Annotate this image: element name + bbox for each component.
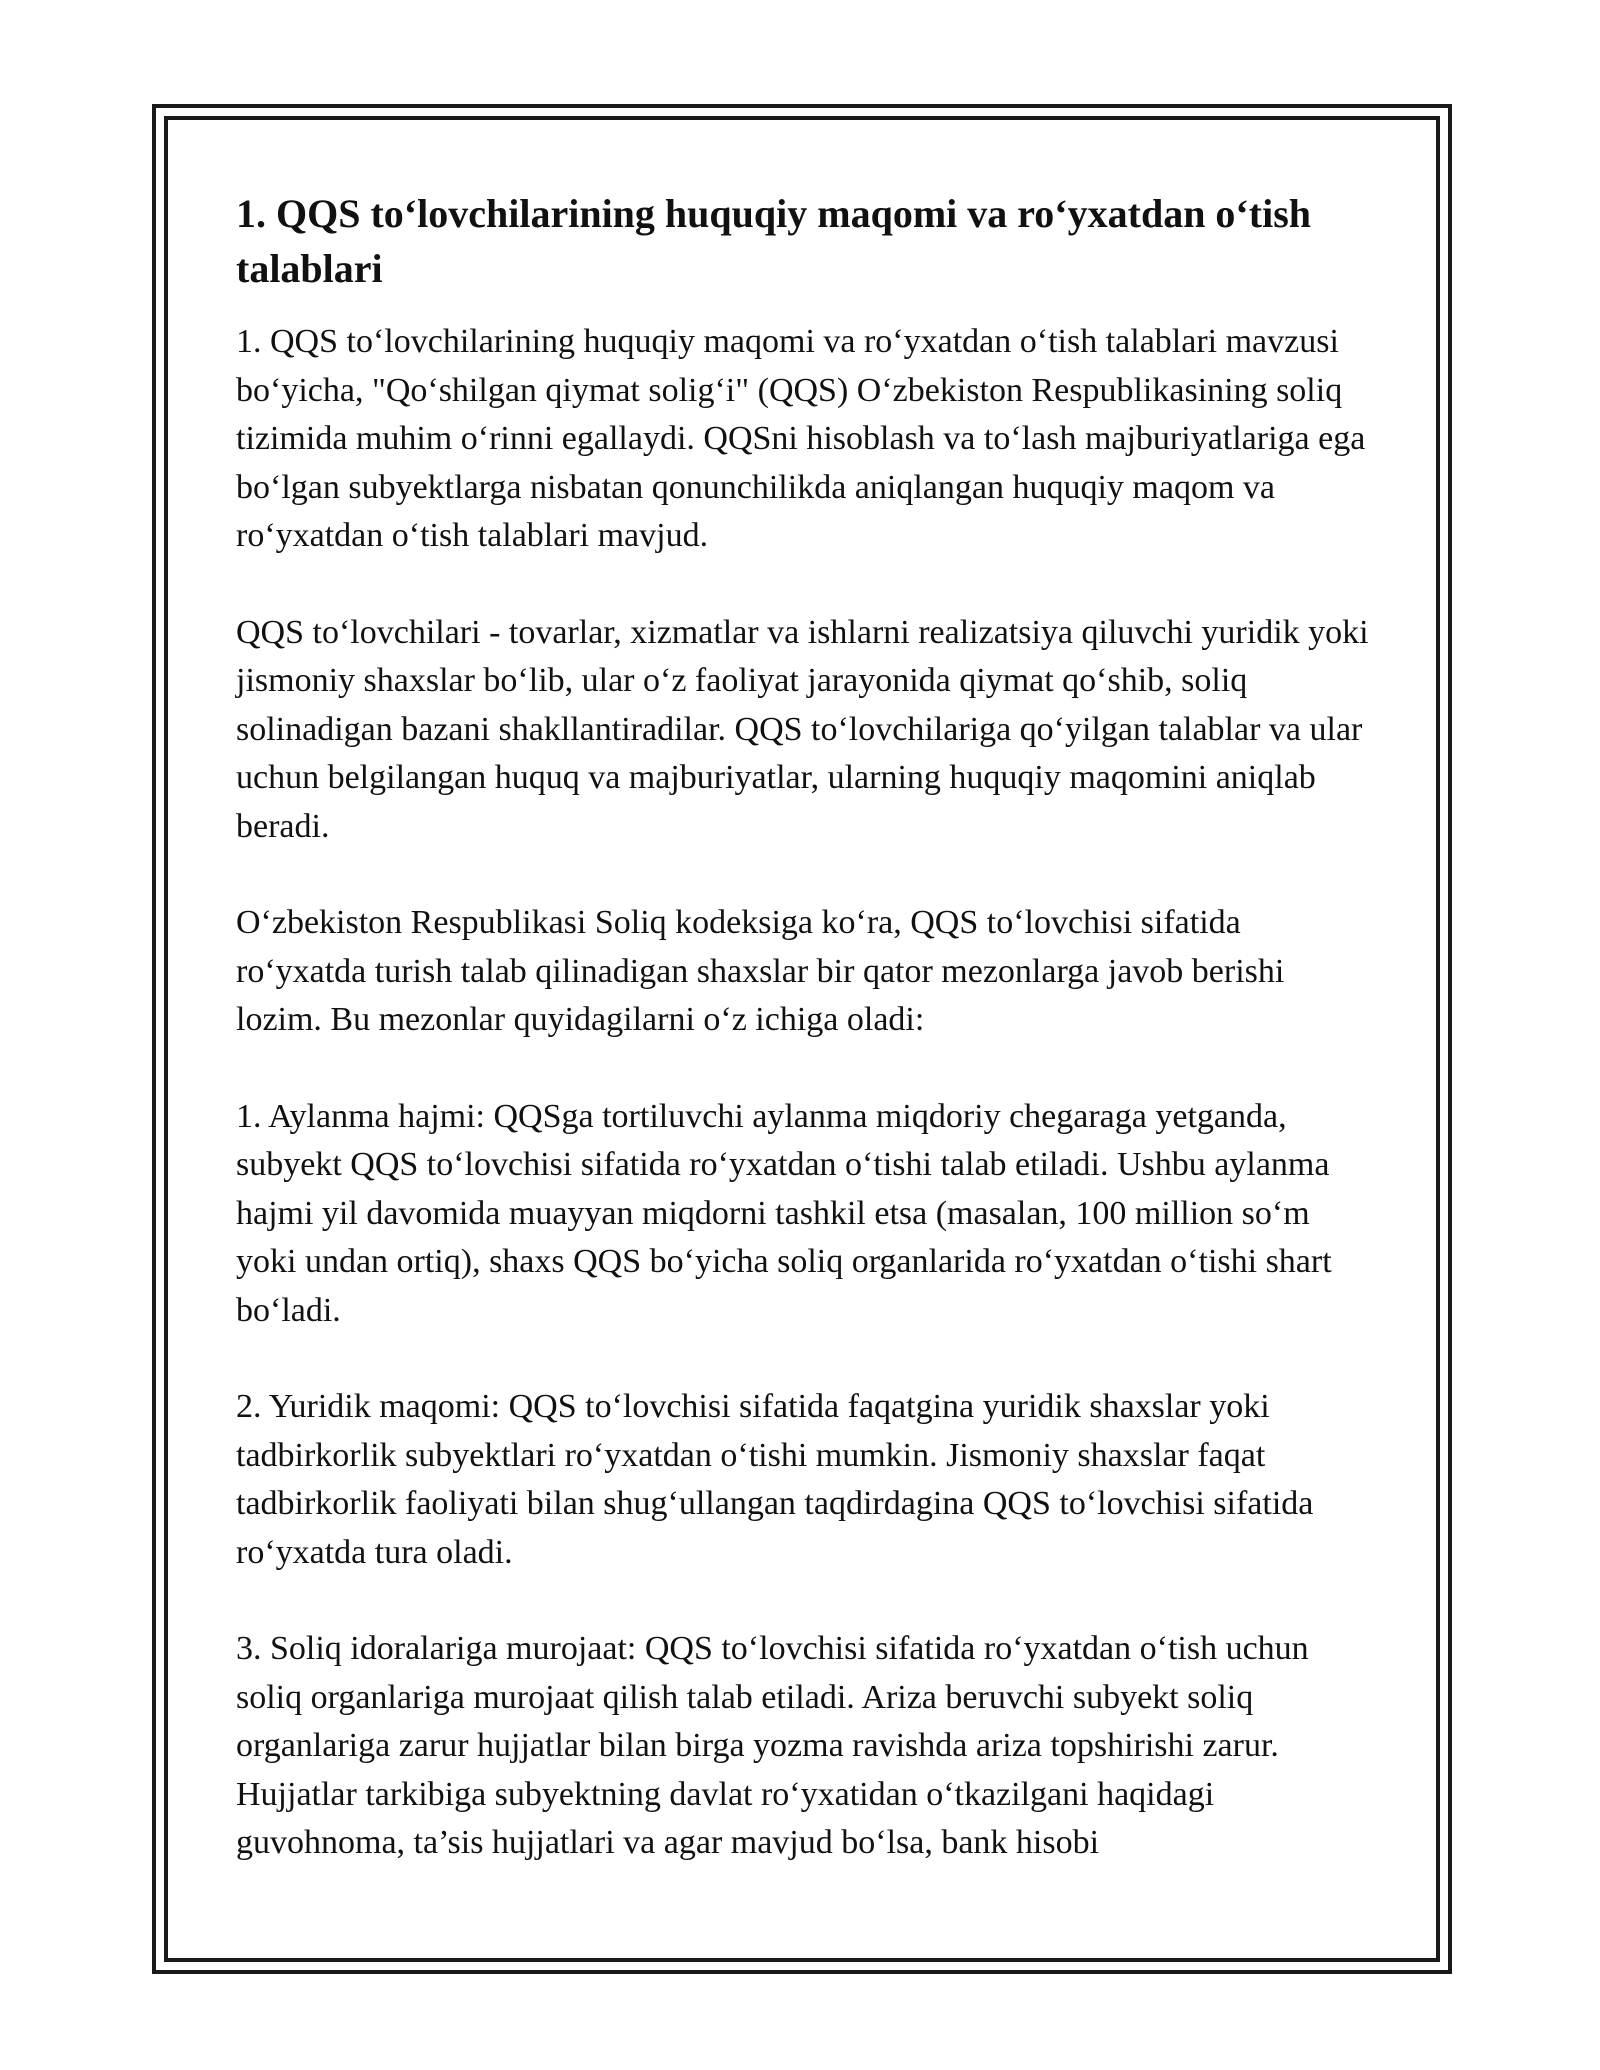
paragraph-intro: 1. QQS to‘lovchilarining huquqiy maqomi va ro‘yxatdan o‘tish talablari mavzusi bo‘yicha, "Qo‘shilgan qiymat solig‘i" (QQS) O‘zbekiston Respublikasining soliq tizimida muhim o‘rinni egallaydi. QQSni hisoblash va to‘lash majburiyatlariga ega bo‘lgan subyektlarga nisbatan qonunchilikda aniqlangan huquqiy maqom va ro‘yxatdan o‘tish talablari mavjud. xyxy=(236,323,1366,554)
paragraph-criterion-tax-office: 3. Soliq idoralariga murojaat: QQS to‘lovchisi sifatida ro‘yxatdan o‘tish uchun soliq organlariga murojaat qilish talab etiladi. Ariza beruvchi subyekt soliq organlariga zarur hujjatlar bilan birga yozma ravishda ariza topshirishi zarur. Hujjatlar tarkibiga subyektning davlat ro‘yxatidan o‘tkazilgani haqidagi guvohnoma, ta’sis hujjatlari va agar mavjud bo‘lsa, bank hisobi xyxy=(236,1630,1309,1861)
document-body xyxy=(236,186,1376,1916)
paragraph-criteria-intro: O‘zbekiston Respublikasi Soliq kodeksiga ko‘ra, QQS to‘lovchisi sifatida ro‘yxatda turish talab qilinadigan shaxslar bir qator mezonlarga javob berishi lozim. Bu mezonlar quyidagilarni o‘z ichiga oladi: xyxy=(236,904,1285,1038)
paragraph-criterion-turnover: 1. Aylanma hajmi: QQSga tortiluvchi aylanma miqdoriy chegaraga yetganda, subyekt QQS to‘lovchisi sifatida ro‘yxatdan o‘tishi talab etiladi. Ushbu aylanma hajmi yil davomida muayyan miqdorni tashkil etsa (masalan, 100 million so‘m yoki undan ortiq), shaxs QQS bo‘yicha soliq organlarida ro‘yxatdan o‘tishi shart bo‘ladi. xyxy=(236,1097,1332,1329)
paragraph-definition: QQS to‘lovchilari - tovarlar, xizmatlar va ishlarni realizatsiya qiluvchi yuridik yoki jismoniy shaxslar bo‘lib, ular o‘z faoliyat jarayonida qiymat qo‘shib, soliq solinadigan bazani shakllantiradilar. QQS to‘lovchilariga qo‘yilgan talablar va ular uchun belgilangan huquq va majburiyatlar, ularning huquqiy maqomini aniqlab beradi. xyxy=(236,613,1369,845)
section-heading: 1. QQS to‘lovchilarining huquqiy maqomi va ro‘yxatdan o‘tish talablari xyxy=(236,191,1311,291)
paragraph-criterion-legal-status: 2. Yuridik maqomi: QQS to‘lovchisi sifatida faqatgina yuridik shaxslar yoki tadbirkorlik subyektlari ro‘yxatdan o‘tishi mumkin. Jismoniy shaxslar faqat tadbirkorlik faoliyati bilan shug‘ullangan taqdirdagina QQS to‘lovchisi sifatida ro‘yxatda tura oladi. xyxy=(236,1388,1314,1571)
